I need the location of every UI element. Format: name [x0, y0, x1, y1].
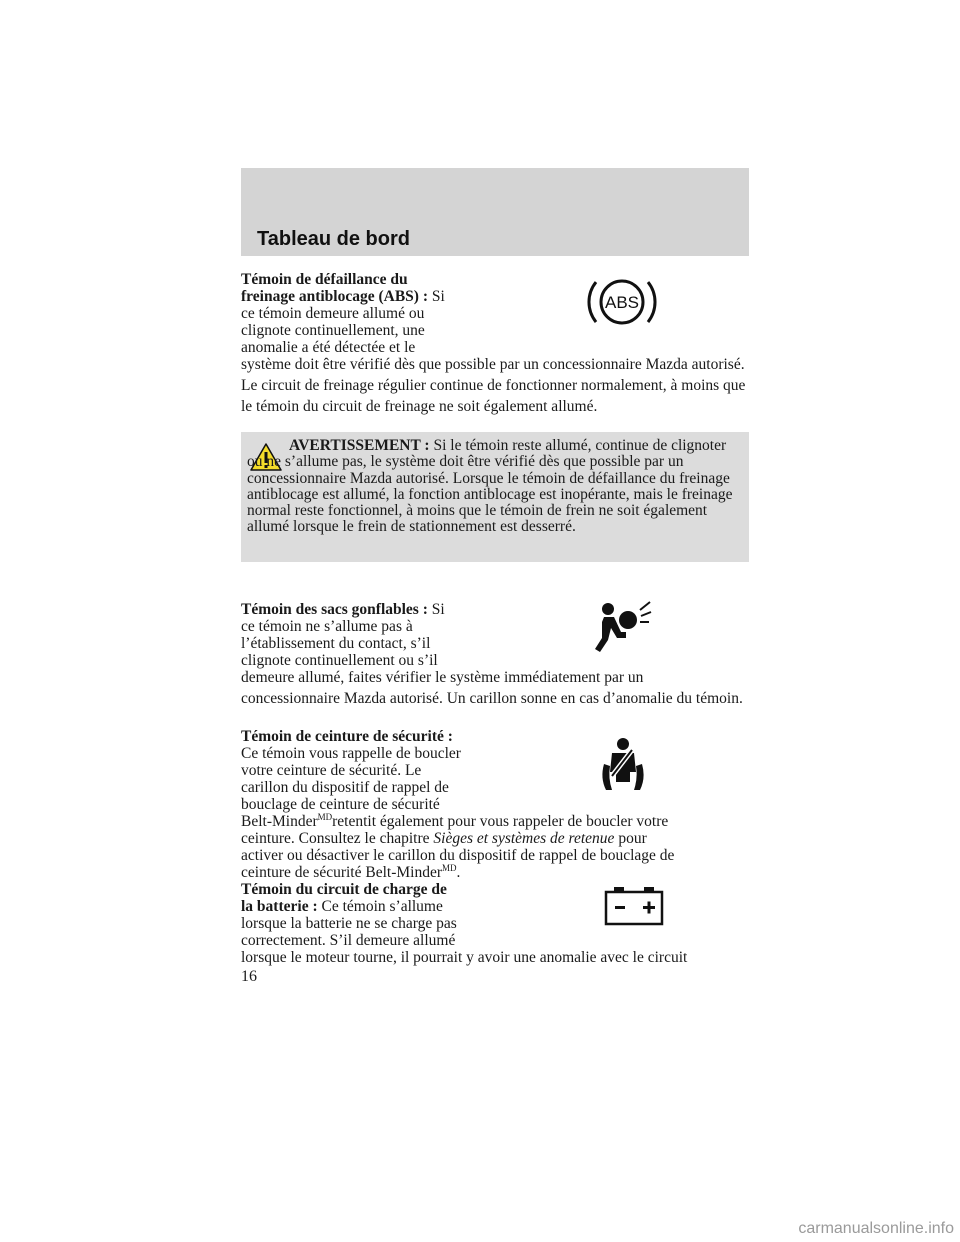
warning-box — [241, 432, 749, 562]
watermark: carmanualsonline.info — [798, 1220, 954, 1237]
battery-heading-line2: la batterie : — [241, 898, 318, 915]
battery-line5: lorsque le moteur tourne, il pourrait y avoir une anomalie avec le circuit — [241, 949, 688, 966]
section-header — [241, 168, 749, 256]
abs-line3: ce témoin demeure allumé ou — [241, 305, 425, 322]
chapter-reference: Sièges et systèmes de retenue — [433, 830, 615, 847]
trademark-mark: MD — [317, 812, 333, 822]
airbag-line4: clignote continuellement ou s’il — [241, 652, 438, 669]
abs-text-start: Si — [431, 288, 445, 305]
section-title: Tableau de bord — [257, 228, 410, 250]
abs-heading-line2: freinage antiblocage (ABS) : — [241, 288, 428, 305]
warning-body: Si le témoin reste allumé, continue de clignoter ou ne s’allume pas, le système doit être vérifié dès que possible par un concessionnaire Mazda autorisé. Lorsque le témoin de défaillance du freinage antiblocage est allumé, la fonction antiblocage est inopérante, mais le freinage normal reste fonctionnel, à moins que le témoin de frein ne soit également allumé lorsque le frein de stationnement est desserré. — [247, 437, 733, 536]
abs-intro — [241, 271, 501, 356]
battery-section — [241, 881, 746, 966]
warning-label: AVERTISSEMENT : — [289, 437, 430, 454]
seatbelt-line6: retentit également pour vous rappeler de boucler votre — [332, 813, 669, 830]
seatbelt-line9: ceinture de sécurité Belt-Minder — [241, 864, 442, 881]
airbag-heading: Témoin des sacs gonflables : — [241, 601, 428, 618]
abs-line5: anomalie a été détectée et le — [241, 339, 416, 356]
seatbelt-line3: votre ceinture de sécurité. Le — [241, 762, 422, 779]
trademark-mark-2: MD — [442, 863, 457, 873]
seatbelt-line7-end: pour — [618, 830, 647, 847]
seatbelt-line2: Ce témoin vous rappelle de boucler — [241, 745, 461, 762]
seatbelt-warning-icon — [596, 736, 654, 794]
seatbelt-heading: Témoin de ceinture de sécurité : — [241, 728, 453, 745]
abs-body: système doit être vérifié dès que possible par un concessionnaire Mazda autorisé. Le circuit de freinage régulier continue de fonctionner normalement, à moins que le témoin du circuit de freinage ne soit également allumé. — [241, 356, 746, 415]
airbag-warning-icon — [594, 600, 654, 656]
svg-text:ABS: ABS — [604, 293, 640, 312]
battery-line3: lorsque la batterie ne se charge pas — [241, 915, 457, 932]
belt-minder-text: Belt-Minder — [241, 813, 318, 830]
airbag-text-start: Si — [431, 601, 445, 618]
abs-line4: clignote continuellement, une — [241, 322, 425, 339]
airbag-line2: ce témoin ne s’allume pas à — [241, 618, 413, 635]
page-number: 16 — [241, 968, 257, 985]
seatbelt-line9-end: . — [456, 864, 461, 881]
seatbelt-line5: bouclage de ceinture de sécurité — [241, 796, 440, 813]
airbag-intro — [241, 601, 501, 669]
seatbelt-line8: activer ou désactiver le carillon du dispositif de rappel de bouclage de — [241, 847, 675, 864]
warning-text — [247, 438, 739, 536]
abs-warning-icon — [586, 270, 658, 334]
battery-line4: correctement. S’il demeure allumé — [241, 932, 456, 949]
airbag-line3: l’établissement du contact, s’il — [241, 635, 431, 652]
seatbelt-line7: ceinture. Consultez le chapitre — [241, 830, 430, 847]
abs-heading-line1: Témoin de défaillance du — [241, 271, 408, 288]
battery-line2: Ce témoin s’allume — [321, 898, 443, 915]
seatbelt-section — [241, 728, 746, 881]
airbag-body: demeure allumé, faites vérifier le système immédiatement par un concessionnaire Mazda autorisé. Un carillon sonne en cas d’anomalie du témoin. — [241, 669, 743, 707]
battery-warning-icon — [604, 886, 664, 926]
battery-heading-line1: Témoin du circuit de charge de — [241, 881, 447, 898]
seatbelt-line4: carillon du dispositif de rappel de — [241, 779, 449, 796]
